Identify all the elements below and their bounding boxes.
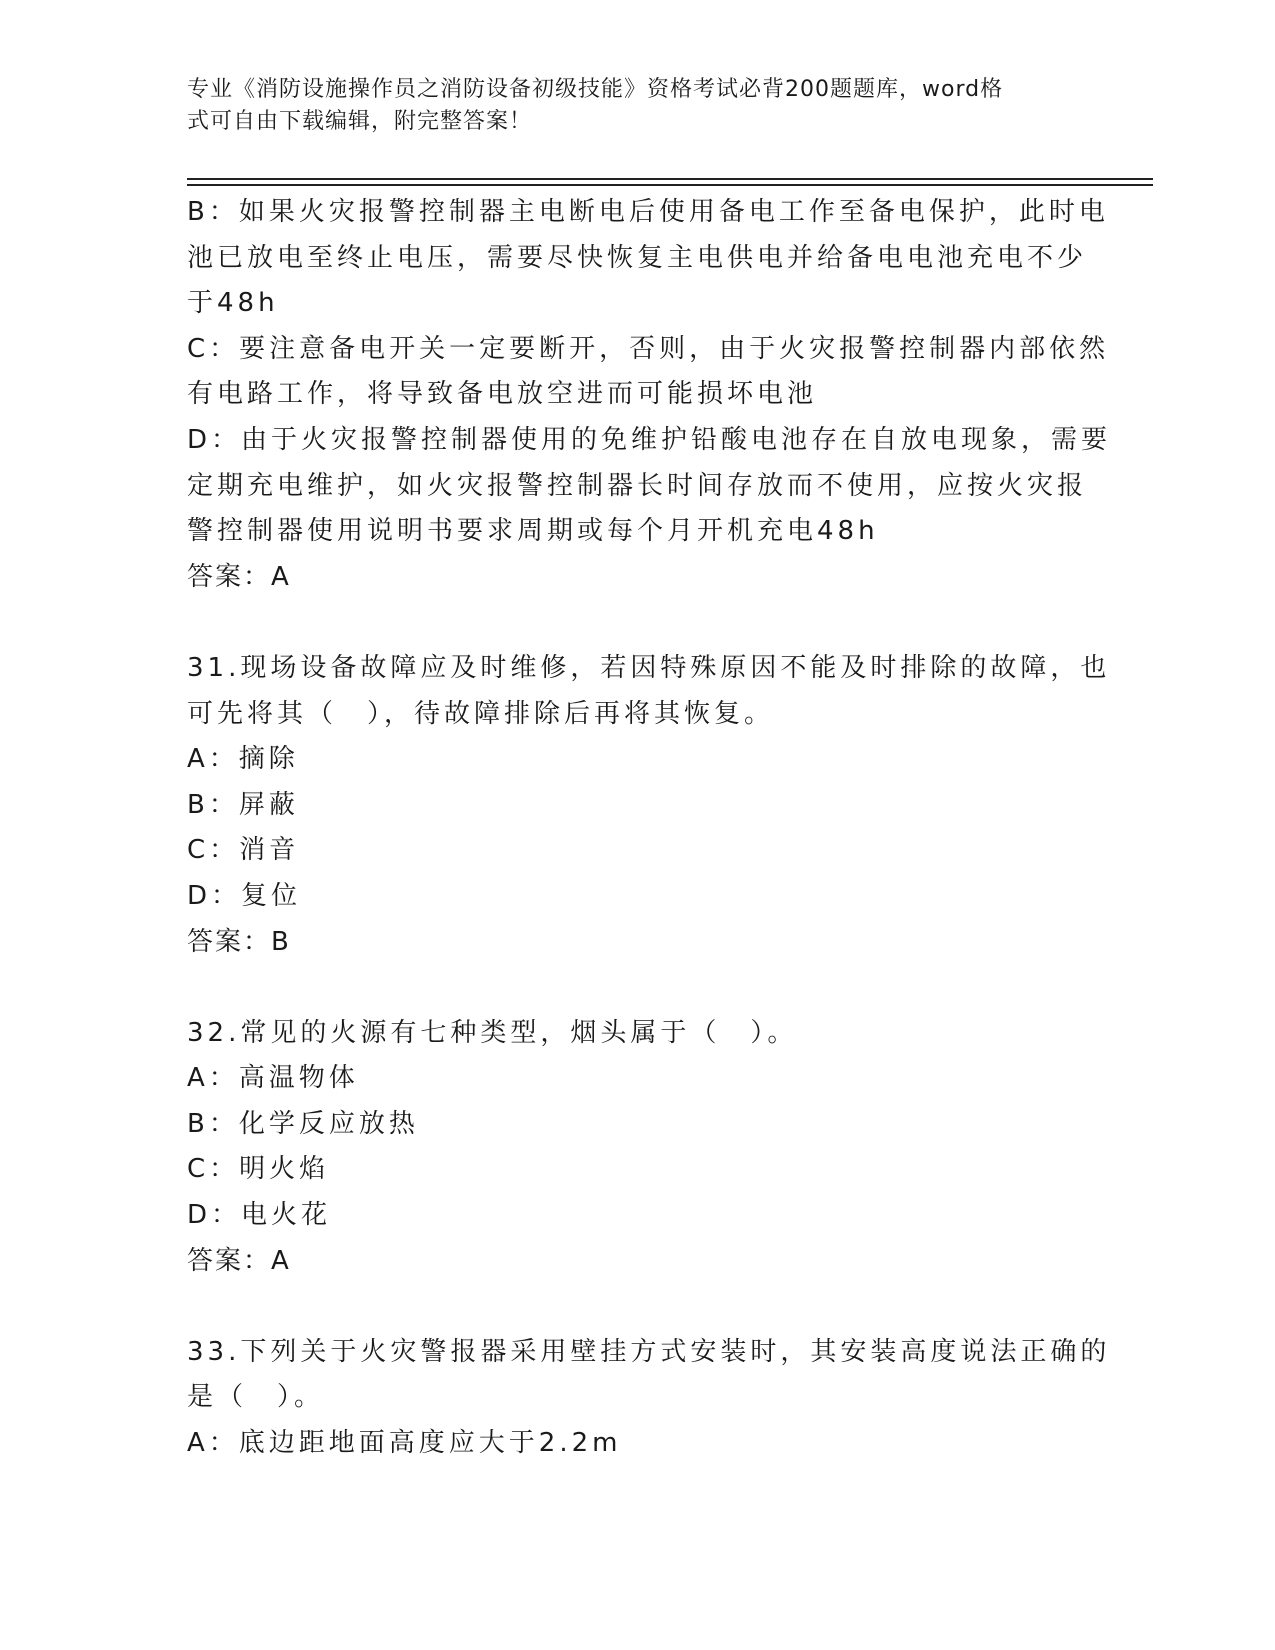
spacer <box>187 600 1067 646</box>
option-b: B：屏蔽 <box>187 789 299 820</box>
option-d-line: 警控制器使用说明书要求周期或每个月开机充电48h <box>187 516 879 547</box>
header-divider-top <box>187 178 1153 180</box>
answer-label: 答案：B <box>187 926 291 957</box>
document-body <box>187 190 1112 1467</box>
spacer <box>187 1284 1067 1330</box>
document-header <box>187 74 1067 138</box>
question-32 <box>187 1011 1067 1285</box>
question-stem: 32.常见的火源有七种类型，烟头属于（ ）。 <box>187 1017 798 1048</box>
option-d: D：复位 <box>187 880 302 911</box>
option-c-line: C：要注意备电开关一定要断开，否则，由于火灾报警控制器内部依然 <box>187 333 1110 364</box>
option-c: C：消音 <box>187 835 300 866</box>
option-d-line: 定期充电维护，如火灾报警控制器长时间存放而不使用，应按火灾报 <box>187 470 1088 501</box>
header-line-1: 专业《消防设施操作员之消防设备初级技能》资格考试必背200题题库，word格 <box>187 77 1004 102</box>
header-divider-bottom <box>187 184 1153 186</box>
option-b-line: B：如果火灾报警控制器主电断电后使用备电工作至备电保护，此时电 <box>187 197 1109 227</box>
option-a: A：高温物体 <box>187 1063 359 1094</box>
question-stem: 33.下列关于火灾警报器采用壁挂方式安装时，其安装高度说法正确的 <box>187 1336 1111 1367</box>
spacer <box>187 965 1067 1011</box>
option-b-line: 于48h <box>187 288 279 319</box>
question-33 <box>187 1330 1111 1467</box>
option-a: A：底边距地面高度应大于2.2m <box>187 1428 622 1459</box>
question-stem: 是（ ）。 <box>187 1382 325 1413</box>
option-d: D：电火花 <box>187 1200 332 1231</box>
option-b: B：化学反应放热 <box>187 1108 419 1139</box>
option-c-line: 有电路工作，将导致备电放空进而可能损坏电池 <box>187 379 818 410</box>
header-line-2: 式可自由下载编辑，附完整答案！ <box>187 109 533 134</box>
option-d-line: D：由于火灾报警控制器使用的免维护铅酸电池存在自放电现象，需要 <box>187 424 1112 455</box>
answer-label: 答案：A <box>187 1245 291 1276</box>
option-b-line: 池已放电至终止电压，需要尽快恢复主电供电并给备电电池充电不少 <box>187 242 1088 273</box>
question-30-continued <box>187 190 1112 600</box>
answer-label: 答案：A <box>187 561 291 592</box>
question-31 <box>187 646 1111 965</box>
option-c: C：明火焰 <box>187 1154 330 1185</box>
question-stem: 可先将其（ ），待故障排除后再将其恢复。 <box>187 698 775 729</box>
option-a: A：摘除 <box>187 744 299 775</box>
question-stem: 31.现场设备故障应及时维修，若因特殊原因不能及时排除的故障，也 <box>187 652 1111 683</box>
